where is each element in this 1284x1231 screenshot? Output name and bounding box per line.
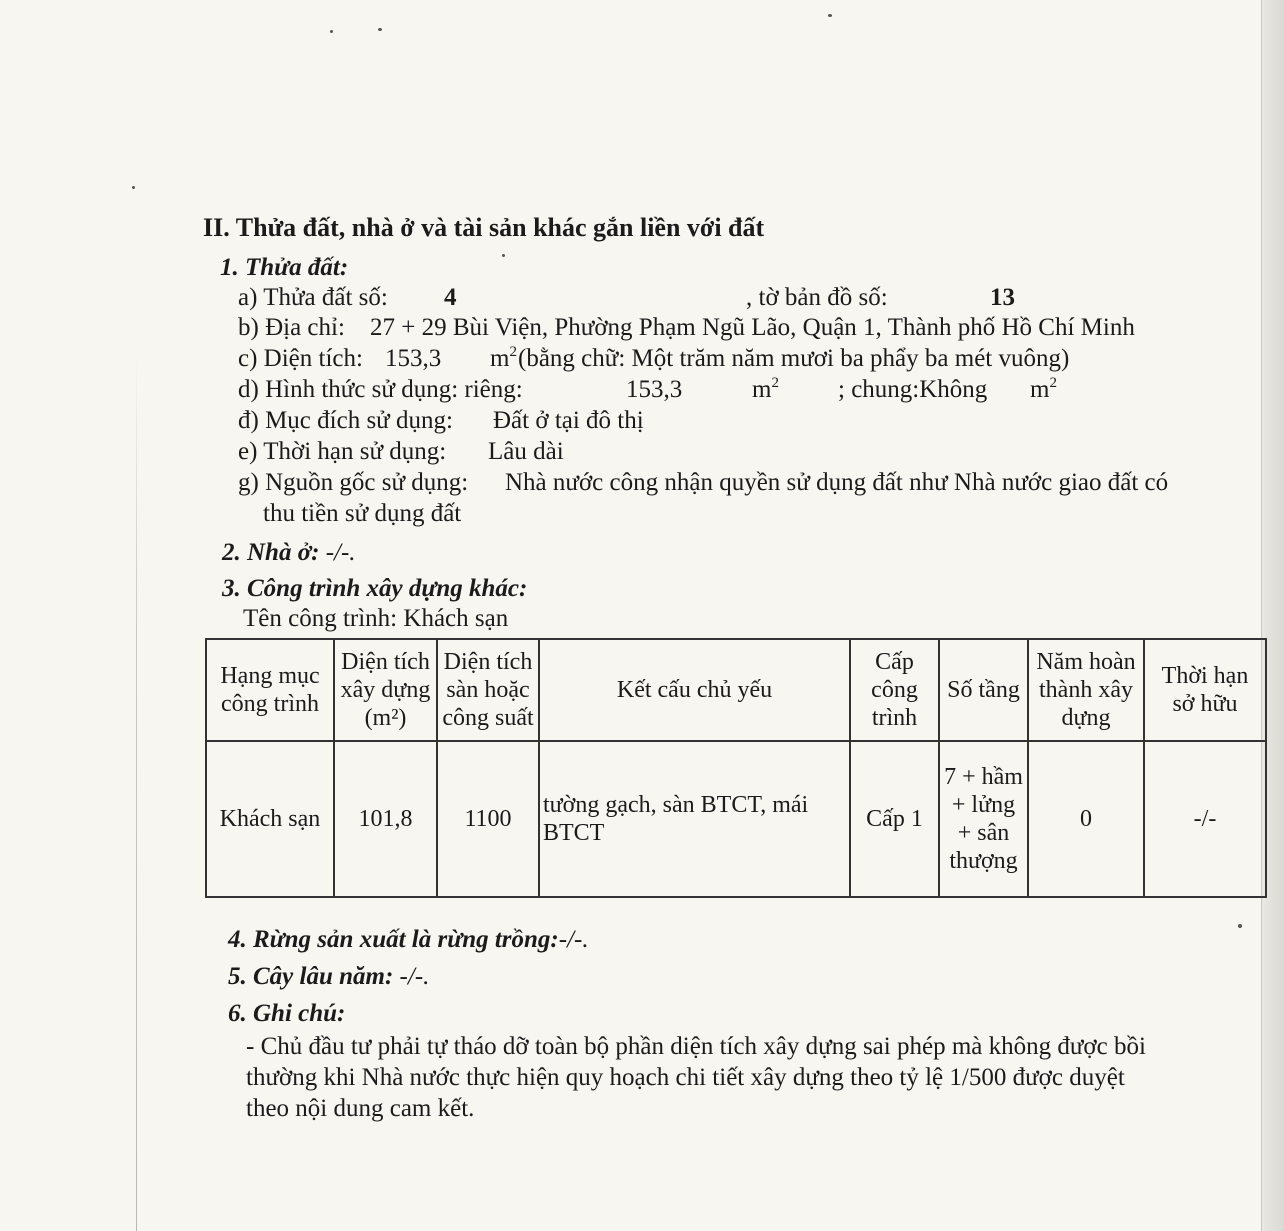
- table-header-row: [206, 639, 1266, 741]
- scan-speck: [1238, 924, 1242, 928]
- parcel-label: a) Thửa đất số:: [238, 284, 388, 311]
- address-label: b) Địa chỉ:: [238, 314, 345, 341]
- origin-line-1: Nhà nước công nhận quyền sử dụng đất như Nhà nước giao đất có: [505, 469, 1169, 496]
- area-unit: $m^2$: [490, 344, 517, 372]
- cell-structure: tường gạch, sàn BTCT, mái BTCT: [539, 741, 850, 897]
- page-edge: [1261, 0, 1284, 1231]
- col-header-year: Năm hoàn thành xây dựng: [1028, 639, 1144, 741]
- area-value: 153,3: [385, 345, 442, 372]
- notes-line-3: theo nội dung cam kết.: [246, 1095, 475, 1122]
- usage-private-value: 153,3: [626, 376, 683, 403]
- col-header-structure: Kết cấu chủ yếu: [539, 639, 850, 741]
- term-label: e) Thời hạn sử dụng:: [238, 438, 447, 465]
- usage-form-label: d) Hình thức sử dụng: riêng:: [238, 376, 523, 403]
- works-table: [205, 638, 1267, 898]
- area-label: c) Diện tích:: [238, 345, 363, 372]
- forest-row: 4. Rừng sản xuất là rừng trồng:-/-.: [228, 926, 589, 953]
- scan-speck: [502, 254, 505, 257]
- cell-built-area: 101,8: [334, 741, 437, 897]
- origin-label: g) Nguồn gốc sử dụng:: [238, 469, 469, 496]
- work-name-row: Tên công trình: Khách sạn: [243, 605, 509, 632]
- land-heading: 1. Thửa đất:: [220, 254, 349, 281]
- purpose-label: đ) Mục đích sử dụng:: [238, 407, 453, 434]
- notes-heading: 6. Ghi chú:: [228, 1000, 346, 1027]
- term-value: Lâu dài: [488, 438, 564, 465]
- house-row: 2. Nhà ở: -/-.: [222, 539, 356, 566]
- col-header-grade: Cấp công trình: [850, 639, 939, 741]
- scan-speck: [330, 30, 333, 33]
- scan-speck: [132, 186, 135, 189]
- usage-private-unit: $m^2$: [752, 375, 779, 403]
- cell-year: 0: [1028, 741, 1144, 897]
- usage-shared: ; chung:Không: [838, 376, 988, 403]
- notes-line-2: thường khi Nhà nước thực hiện quy hoạch chi tiết xây dựng theo tỷ lệ 1/500 được duyệt: [246, 1064, 1125, 1091]
- usage-shared-unit: $m^2$: [1030, 375, 1057, 403]
- scan-speck: [378, 28, 382, 31]
- map-sheet-number: 13: [990, 284, 1015, 311]
- col-header-floors: Số tầng: [939, 639, 1028, 741]
- col-header-floor-area: Diện tích sàn hoặc công suất: [437, 639, 539, 741]
- map-sheet-label: , tờ bản đồ số:: [746, 284, 888, 311]
- parcel-number: 4: [444, 284, 457, 311]
- cell-floor-area: 1100: [437, 741, 539, 897]
- area-in-words: (bằng chữ: Một trăm năm mươi ba phẩy ba mét vuông): [518, 345, 1070, 372]
- cell-ownership-term: -/-: [1144, 741, 1266, 897]
- cell-floors: 7 + hầm + lửng + sân thượng: [939, 741, 1028, 897]
- col-header-item: Hạng mục công trình: [206, 639, 334, 741]
- origin-line-2: thu tiền sử dụng đất: [263, 500, 462, 527]
- address-value: 27 + 29 Bùi Viện, Phường Phạm Ngũ Lão, Quận 1, Thành phố Hồ Chí Minh: [370, 314, 1135, 341]
- scan-speck: [828, 14, 832, 17]
- table-row: [206, 741, 1266, 897]
- section-title: II. Thửa đất, nhà ở và tài sản khác gắn liền với đất: [203, 213, 765, 242]
- perennial-row: 5. Cây lâu năm: -/-.: [228, 963, 430, 990]
- purpose-value: Đất ở tại đô thị: [493, 407, 644, 434]
- cell-item: Khách sạn: [206, 741, 334, 897]
- notes-line-1: - Chủ đầu tư phải tự tháo dỡ toàn bộ phần diện tích xây dựng sai phép mà không được bồi: [246, 1033, 1146, 1060]
- other-works-heading: 3. Công trình xây dựng khác:: [222, 575, 528, 602]
- cell-grade: Cấp 1: [850, 741, 939, 897]
- fold-line: [136, 350, 137, 1231]
- col-header-ownership-term: Thời hạn sở hữu: [1144, 639, 1266, 741]
- col-header-built-area: Diện tích xây dựng (m²): [334, 639, 437, 741]
